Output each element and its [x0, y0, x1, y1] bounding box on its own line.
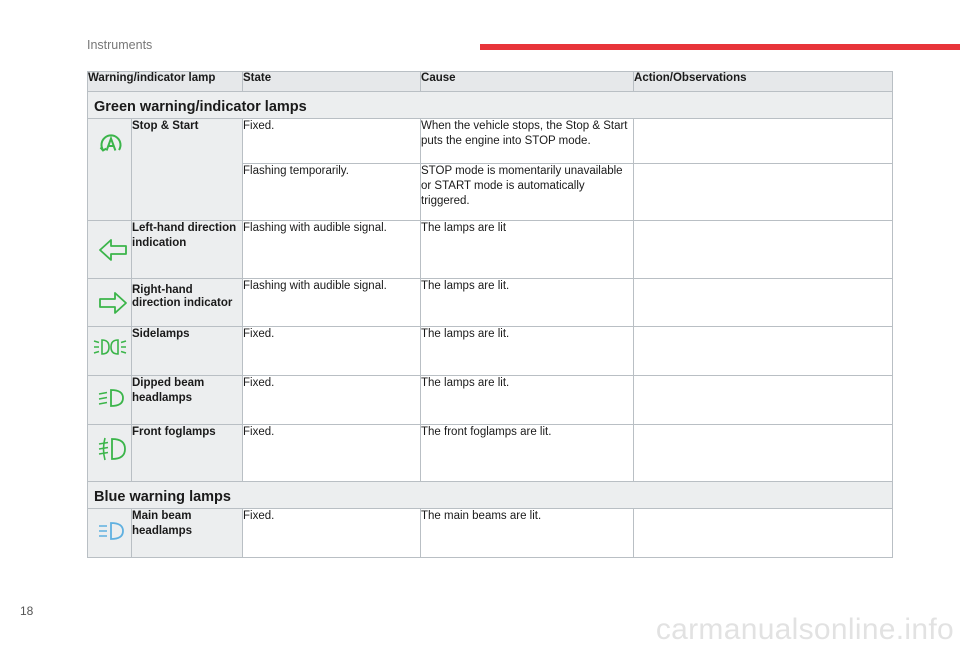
- lamp-action: [634, 509, 893, 558]
- table-row: [88, 376, 893, 425]
- sidelamps-icon: [93, 336, 127, 358]
- lamp-icon-cell: [88, 221, 132, 279]
- column-header-action: Action/Observations: [634, 72, 893, 92]
- header-accent-bar: [480, 44, 960, 50]
- lamp-name: Dipped beam headlamps: [132, 376, 243, 425]
- lamp-name: Front foglamps: [132, 425, 243, 482]
- lamp-state: Flashing with audible signal.: [243, 221, 421, 279]
- warning-lamps-table: [87, 71, 893, 558]
- page-number: 18: [20, 604, 34, 618]
- lamp-name: Stop & Start: [132, 119, 243, 221]
- lamp-state: Fixed.: [243, 425, 421, 482]
- table-row: [88, 221, 893, 279]
- section-row-blue: [88, 482, 893, 509]
- lamp-cause: The front foglamps are lit.: [421, 425, 634, 482]
- lamp-state: Flashing temporarily.: [243, 164, 421, 221]
- table-row: [88, 425, 893, 482]
- lamp-action: [634, 425, 893, 482]
- lamp-state: Fixed.: [243, 327, 421, 376]
- column-header-state: State: [243, 72, 421, 92]
- right-arrow-icon: [98, 288, 128, 318]
- section-title: Instruments: [87, 38, 153, 52]
- lamp-name: Sidelamps: [132, 327, 243, 376]
- table-header-row: [88, 72, 893, 92]
- lamp-cause: The main beams are lit.: [421, 509, 634, 558]
- lamp-icon-cell: [88, 376, 132, 425]
- lamp-action: [634, 119, 893, 164]
- lamp-name: Left-hand direction indication: [132, 221, 243, 279]
- main-beam-icon: [98, 520, 126, 542]
- lamp-cause: The lamps are lit.: [421, 327, 634, 376]
- lamp-state: Fixed.: [243, 376, 421, 425]
- table-row: [88, 509, 893, 558]
- lamp-cause: STOP mode is momentarily unavailable or START mode is automatically triggered.: [421, 164, 634, 221]
- lamp-state: Fixed.: [243, 119, 421, 164]
- lamp-icon-cell: [88, 119, 132, 221]
- lamp-action: [634, 279, 893, 327]
- lamp-icon-cell: [88, 425, 132, 482]
- left-arrow-icon: [98, 235, 128, 265]
- table-row: [88, 119, 893, 164]
- lamp-state: Fixed.: [243, 509, 421, 558]
- section-title-blue: Blue warning lamps: [88, 482, 893, 509]
- watermark: carmanualsonline.info: [655, 613, 954, 646]
- column-header-lamp: Warning/indicator lamp: [88, 72, 243, 92]
- front-foglamps-icon: [98, 436, 128, 462]
- lamp-action: [634, 164, 893, 221]
- lamp-name: Main beam headlamps: [132, 509, 243, 558]
- dipped-beam-icon: [98, 387, 126, 409]
- lamp-action: [634, 221, 893, 279]
- lamp-icon-cell: [88, 279, 132, 327]
- section-row-green: [88, 92, 893, 119]
- lamp-name: Right-hand direction indicator: [132, 279, 243, 327]
- lamp-icon-cell: [88, 327, 132, 376]
- lamp-cause: When the vehicle stops, the Stop & Start puts the engine into STOP mode.: [421, 119, 634, 164]
- lamp-cause: The lamps are lit: [421, 221, 634, 279]
- lamp-action: [634, 376, 893, 425]
- section-title-green: Green warning/indicator lamps: [88, 92, 893, 119]
- stop-start-icon: [98, 131, 124, 157]
- table-row: [88, 327, 893, 376]
- lamp-cause: The lamps are lit.: [421, 376, 634, 425]
- table-row: [88, 279, 893, 327]
- lamp-icon-cell: [88, 509, 132, 558]
- lamp-action: [634, 327, 893, 376]
- lamp-cause: The lamps are lit.: [421, 279, 634, 327]
- lamp-state: Flashing with audible signal.: [243, 279, 421, 327]
- column-header-cause: Cause: [421, 72, 634, 92]
